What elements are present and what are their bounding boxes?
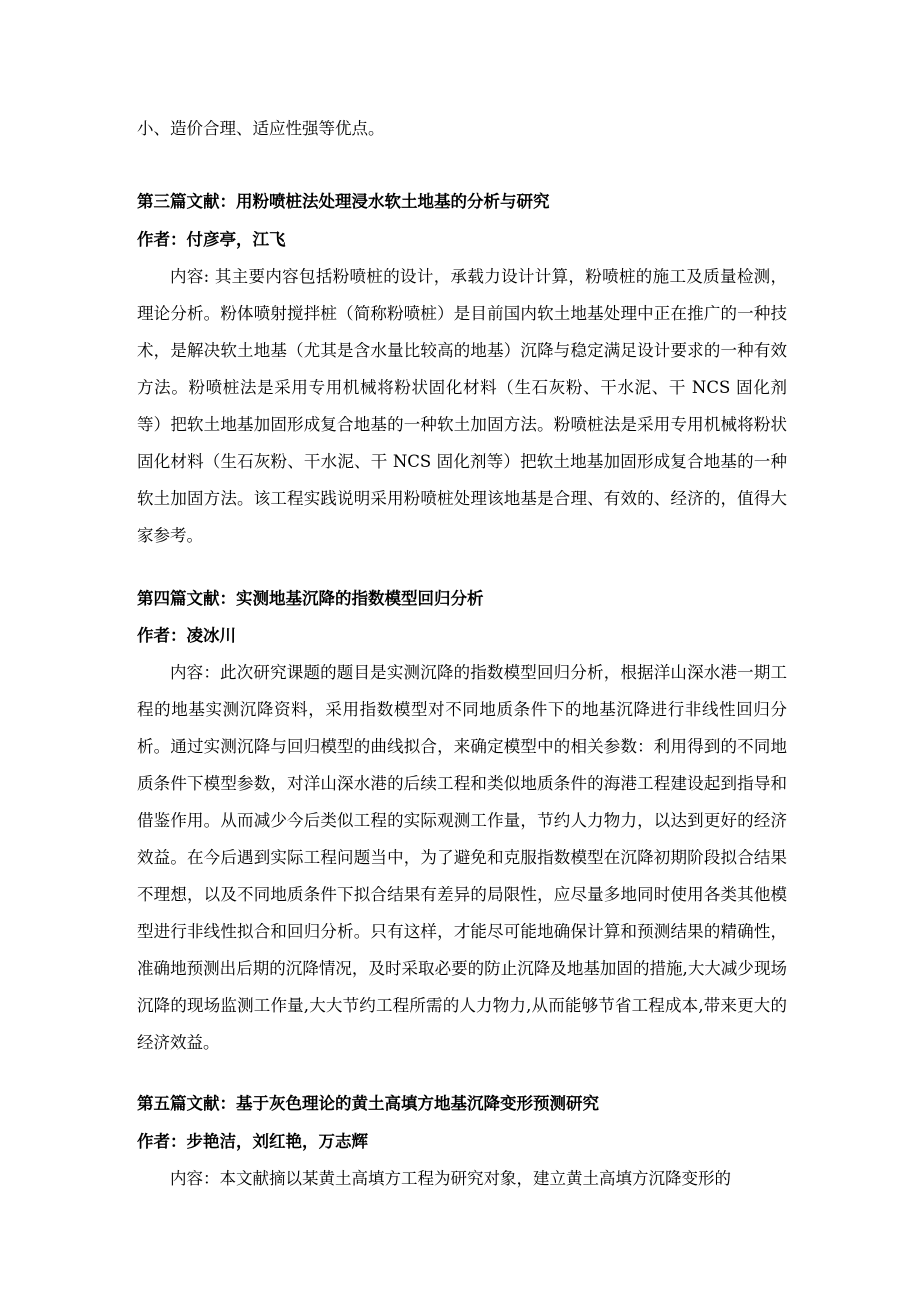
intro-tail-text: 小、造价合理、适应性强等优点。 [137,119,385,138]
article-5-authors: 作者：步艳洁，刘红艳，万志辉 [137,1132,368,1151]
article-4-title: 第四篇文献：实测地基沉降的指数模型回归分析 [137,589,484,608]
article-3-authors: 作者：付彦亭，江飞 [137,230,286,249]
article-3-content: 内容: 其主要内容包括粉喷桩的设计，承载力设计计算，粉喷桩的施工及质量检测，理论分析。粉体喷射搅拌桩（简称粉喷桩）是目前国内软土地基处理中正在推广的一种技术，是解决软土地基（尤其是含水量比较高的地基）沉降与稳定满足设计要求的一种有效方法。粉喷桩法是采用专用机械将粉状固化材料（生石灰粉、干水泥、干 NCS 固化剂等）把软土地基加固形成复合地基的一种软土加固方法。粉喷桩法是采用专用机械将粉状固化材料（生石灰粉、干水泥、干 NCS 固化剂等）把软土地基加固形成复合地基的一种软土加固方法。该工程实践说明采用粉喷桩处理该地基是合理、有效的、经济的，值得大家参考。 [137,267,787,545]
article-4-content: 内容：此次研究课题的题目是实测沉降的指数模型回归分析，根据洋山深水港一期工程的地基实测沉降资料，采用指数模型对不同地质条件下的地基沉降进行非线性回归分析。通过实测沉降与回归模型的曲线拟合，来确定模型中的相关参数：利用得到的不同地质条件下模型参数，对洋山深水港的后续工程和类似地质条件的海港工程建设起到指导和借鉴作用。从而减少今后类似工程的实际观测工作量，节约人力物力，以达到更好的经济效益。在今后遇到实际工程问题当中，为了避免和克服指数模型在沉降初期阶段拟合结果不理想，以及不同地质条件下拟合结果有差异的局限性，应尽量多地同时使用各类其他模型进行非线性拟合和回归分析。只有这样，才能尽可能地确保计算和预测结果的精确性，准确地预测出后期的沉降情况，及时采取必要的防止沉降及地基加固的措施,大大减少现场沉降的现场监测工作量,大大节约工程所需的人力物力,从而能够节省工程成本,带来更大的经济效益。 [137,663,787,1052]
article-4-authors: 作者：凌冰川 [137,626,236,645]
article-5-title: 第五篇文献：基于灰色理论的黄土高填方地基沉降变形预测研究 [137,1094,599,1113]
article-5-content: 内容：本文献摘以某黄土高填方工程为研究对象，建立黄土高填方沉降变形的 [170,1169,731,1188]
article-3-title: 第三篇文献：用粉喷桩法处理浸水软土地基的分析与研究 [137,192,550,211]
